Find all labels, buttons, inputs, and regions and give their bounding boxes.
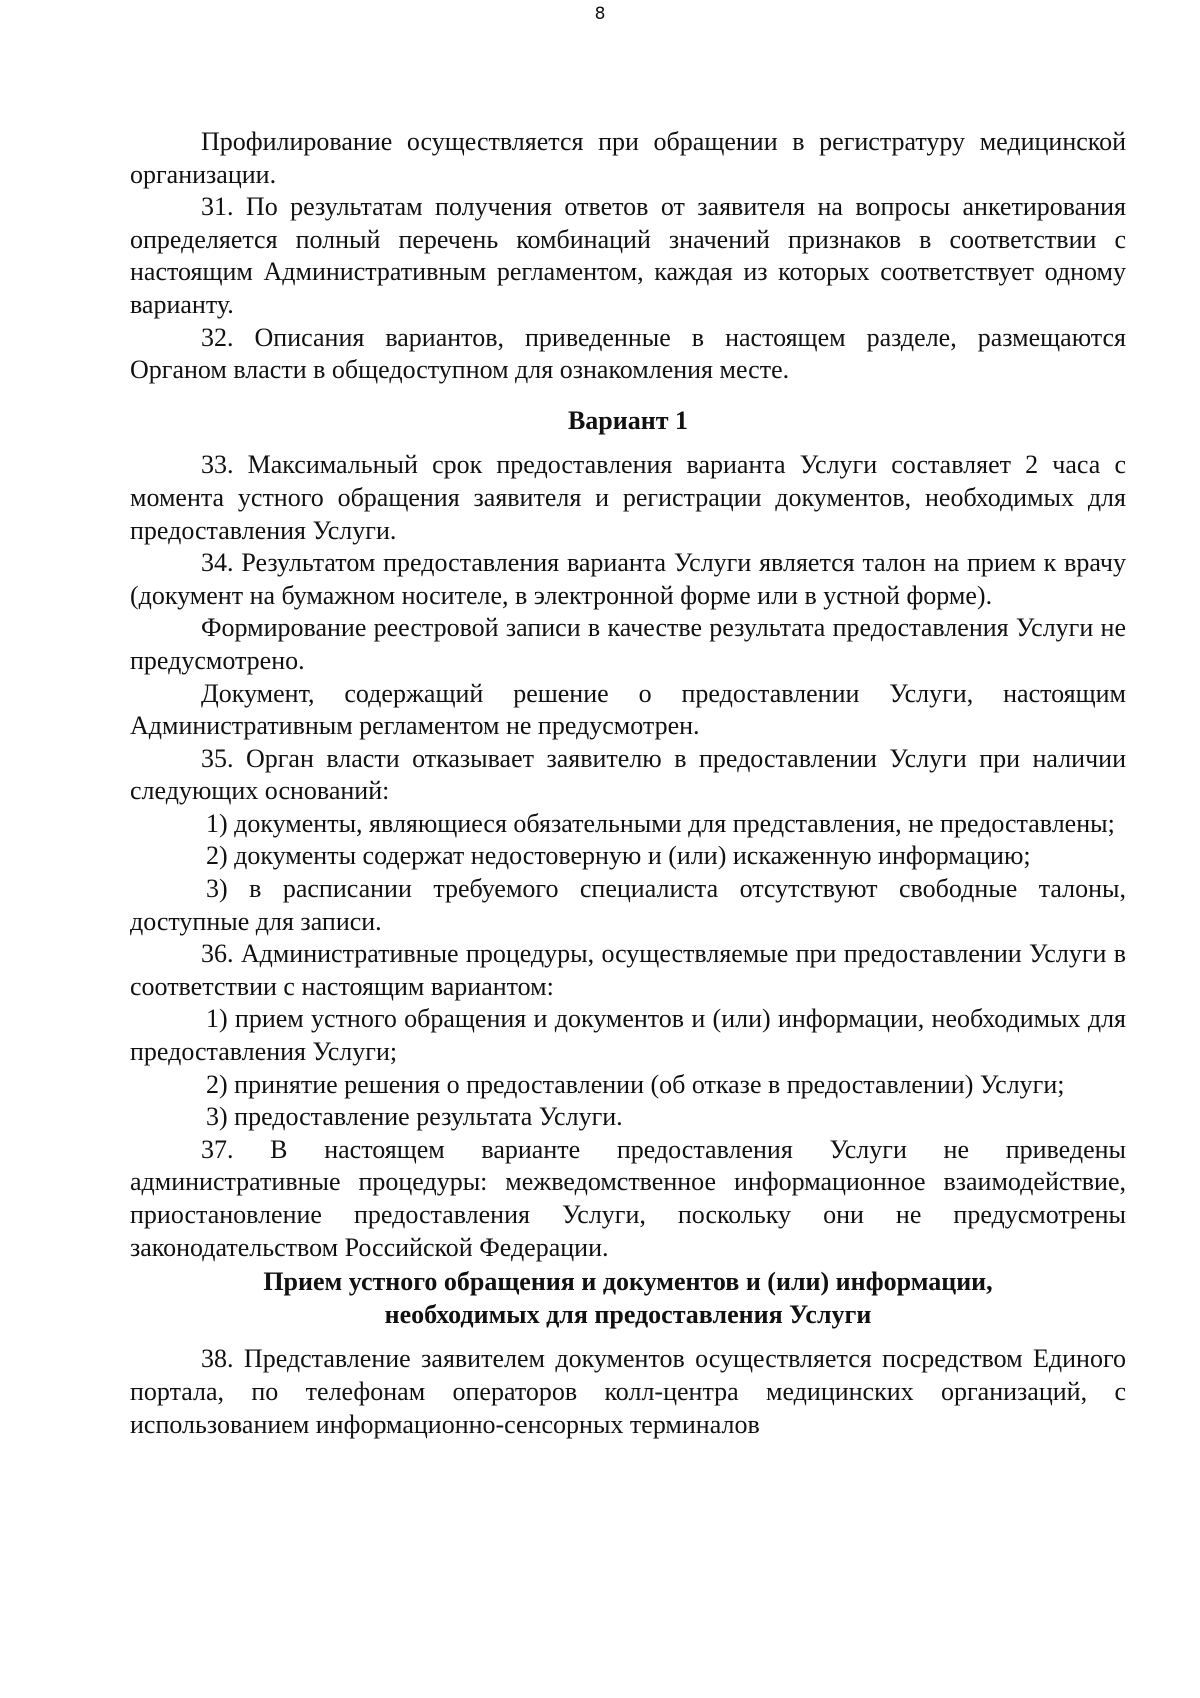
paragraph-decision-document: Документ, содержащий решение о предоставлении Услуги, настоящим Административным регламентом не предусмотрен. (130, 678, 1126, 741)
paragraph-32: 32. Описания вариантов, приведенные в настоящем разделе, размещаются Органом власти в общедоступном для ознакомления месте. (130, 322, 1126, 385)
paragraph-33: 33. Максимальный срок предоставления варианта Услуги составляет 2 часа с момента устного обращения заявителя и регистрации документов, необходимых для предоставления Услуги. (130, 450, 1126, 545)
paragraph-38: 38. Представление заявителем документов осуществляется посредством Единого портала, по телефонам операторов колл-центра медицинских организаций, с использованием информационно-сенсорных терминалов (130, 1344, 1126, 1439)
paragraph-37: 37. В настоящем варианте предоставления Услуги не приведены административные процедуры: межведомственное информационное взаимодействие, приостановление предоставления Услуги, поскольку они не предусмотрены законодательством Российской Федерации. (130, 1134, 1126, 1262)
paragraph-35: 35. Орган власти отказывает заявителю в предоставлении Услуги при наличии следующих оснований: (130, 743, 1126, 806)
list-item-procedure-2: 2) принятие решения о предоставлении (об отказе в предоставлении) Услуги; (206, 1069, 1065, 1099)
list-item-refusal-1: 1) документы, являющиеся обязательными для представления, не предоставлены; (206, 808, 1115, 838)
section-heading-line-2: необходимых для предоставления Услуги (384, 1299, 872, 1329)
section-heading-line-1: Прием устного обращения и документов и (или) информации, (263, 1267, 993, 1297)
paragraph-registry-record: Формирование реестровой записи в качестве результата предоставления Услуги не предусмотрено. (130, 613, 1126, 675)
list-item-procedure-3: 3) предоставление результата Услуги. (206, 1102, 623, 1132)
paragraph-31: 31. По результатам получения ответов от заявителя на вопросы анкетирования определяется полный перечень комбинаций значений признаков в соответствии с настоящим Административным регламентом, каждая из которых соответствует одному варианту. (130, 192, 1126, 319)
paragraph-36: 36. Административные процедуры, осуществляемые при предоставлении Услуги в соответствии с настоящим вариантом: (130, 939, 1126, 1001)
list-item-procedure-1: 1) прием устного обращения и документов и (или) информации, необходимых для предоставления Услуги; (130, 1004, 1126, 1067)
variant-heading: Вариант 1 (567, 405, 689, 435)
list-item-refusal-3: 3) в расписании требуемого специалиста отсутствуют свободные талоны, доступные для записи. (130, 874, 1126, 936)
paragraph-34: 34. Результатом предоставления варианта Услуги является талон на прием к врачу (документ на бумажном носителе, в электронной форме или в устной форме). (130, 548, 1126, 610)
section-heading (130, 1266, 1126, 1331)
list-item-refusal-2: 2) документы содержат недостоверную и (или) искаженную информацию; (206, 841, 1031, 871)
page-number: 8 (594, 4, 606, 24)
paragraph-profiling: Профилирование осуществляется при обращении в регистратуру медицинской организации. (130, 127, 1126, 189)
document-body (130, 126, 1126, 1441)
